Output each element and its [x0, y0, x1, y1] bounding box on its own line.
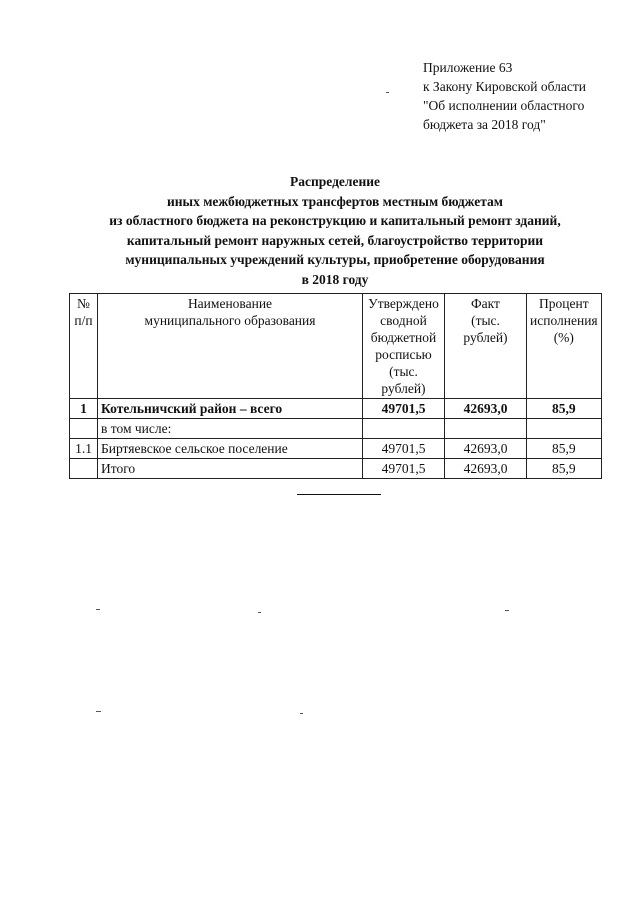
header-percent — [527, 294, 602, 399]
cell-fact: 42693,0 — [445, 399, 527, 419]
scan-speck — [505, 610, 509, 611]
header-fact — [445, 294, 527, 399]
title-line: муниципальных учреждений культуры, приобретение оборудования — [125, 252, 545, 267]
cell-num: 1 — [70, 399, 98, 419]
cell-fact: 42693,0 — [445, 439, 527, 459]
cell-approved — [363, 419, 445, 439]
header-num — [70, 294, 98, 399]
document-title — [60, 172, 610, 289]
header-text: (тыс. рублей) — [463, 313, 508, 345]
header-name — [98, 294, 363, 399]
cell-name: Котельничский район – всего — [98, 399, 363, 419]
title-line: в 2018 году — [301, 271, 369, 287]
cell-fact — [445, 419, 527, 439]
closing-rule — [297, 494, 381, 495]
header-text: (тыс. рублей) — [381, 364, 426, 396]
cell-approved: 49701,5 — [363, 439, 445, 459]
appendix-line: "Об исполнении областного — [423, 98, 585, 113]
title-line: капитальный ремонт наружных сетей, благоустройство территории — [126, 232, 544, 248]
header-text: росписью — [375, 347, 432, 362]
distribution-table — [69, 293, 602, 479]
cell-name: Итого — [98, 459, 363, 479]
header-approved — [363, 294, 445, 399]
scan-speck — [386, 92, 389, 93]
table-row — [70, 459, 602, 479]
header-text: Утверждено — [368, 296, 439, 311]
table-header-row — [70, 294, 602, 399]
appendix-note — [423, 58, 586, 134]
cell-fact: 42693,0 — [445, 459, 527, 479]
header-text: (%) — [553, 330, 574, 345]
table-row — [70, 439, 602, 459]
scan-speck — [96, 609, 100, 610]
cell-num — [70, 419, 98, 439]
scan-speck — [96, 711, 101, 712]
header-text: исполнения — [530, 313, 598, 328]
appendix-line: бюджета за 2018 год" — [423, 117, 546, 132]
cell-percent: 85,9 — [527, 439, 602, 459]
header-text: Наименование — [187, 296, 273, 311]
header-text: Факт — [471, 296, 500, 311]
cell-num — [70, 459, 98, 479]
cell-approved: 49701,5 — [363, 399, 445, 419]
header-text: бюджетной — [370, 330, 437, 345]
appendix-line: к Закону Кировской области — [423, 79, 587, 94]
header-text: Процент — [539, 296, 589, 311]
appendix-line: Приложение 63 — [423, 60, 513, 75]
header-text: п/п — [74, 313, 93, 328]
cell-percent: 85,9 — [527, 399, 602, 419]
table-row — [70, 399, 602, 419]
header-text: № — [77, 296, 90, 311]
cell-approved: 49701,5 — [363, 459, 445, 479]
scan-speck — [300, 713, 303, 714]
cell-name: в том числе: — [98, 419, 363, 439]
scan-speck — [258, 612, 261, 613]
header-text: муниципального образования — [144, 313, 316, 328]
header-text: сводной — [380, 313, 427, 328]
cell-percent — [527, 419, 602, 439]
title-line: иных межбюджетных трансфертов местным бюджетам — [167, 193, 503, 209]
table-row — [70, 419, 602, 439]
cell-percent: 85,9 — [527, 459, 602, 479]
cell-name: Биртяевское сельское поселение — [98, 439, 363, 459]
title-line: Распределение — [289, 174, 381, 189]
title-line: из областного бюджета на реконструкцию и капитальный ремонт зданий, — [109, 213, 561, 228]
cell-num: 1.1 — [70, 439, 98, 459]
